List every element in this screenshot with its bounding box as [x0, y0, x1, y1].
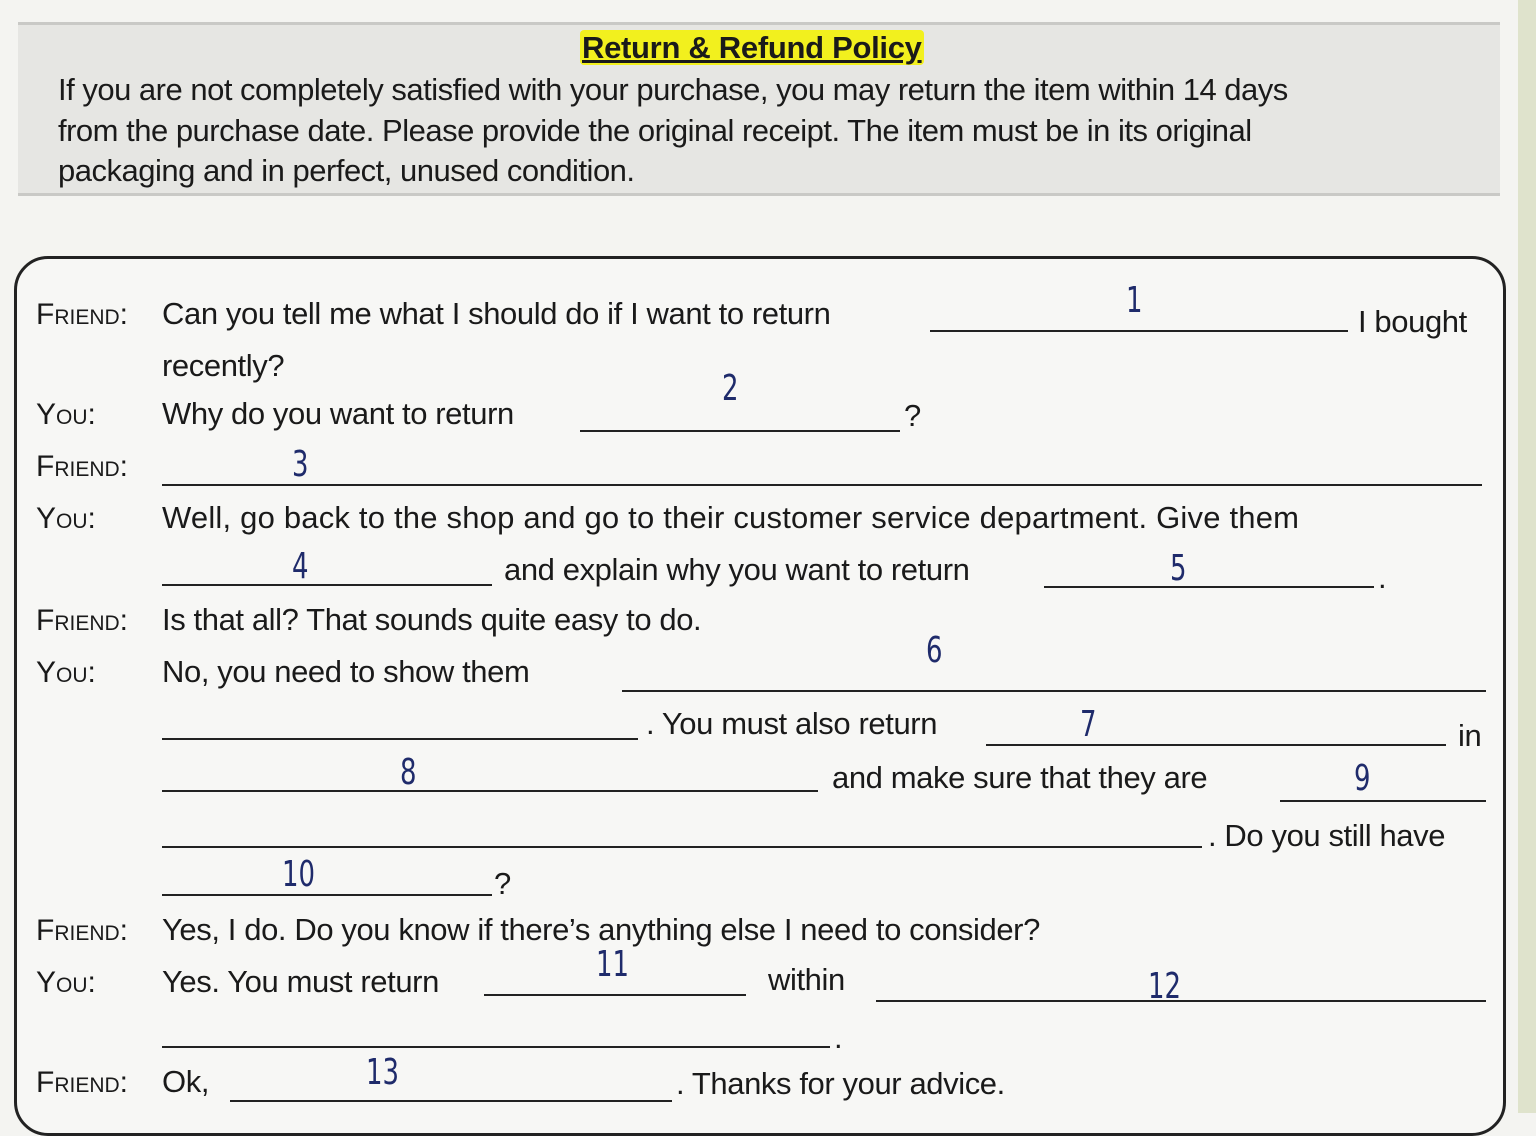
handwritten-number: 7 [1080, 704, 1097, 745]
speaker-friend: Friend: [36, 450, 128, 483]
dialog-line: Ok, [162, 1064, 210, 1099]
handwritten-number: 10 [282, 854, 315, 895]
dialog-line: Can you tell me what I should do if I want to return [162, 296, 831, 331]
speaker-friend: Friend: [36, 298, 128, 331]
handwritten-number: 12 [1148, 966, 1181, 1007]
policy-line-2: from the purchase date. Please provide the original receipt. The item must be in its original [58, 113, 1252, 148]
handwritten-number: 13 [366, 1052, 399, 1093]
blank-2[interactable] [580, 430, 900, 432]
dialog-line: I bought [1358, 304, 1467, 339]
dialog-line: Yes, I do. Do you know if there’s anything else I need to consider? [162, 912, 1040, 947]
dialog-line: Well, go back to the shop and go to their customer service department. Give them [162, 500, 1300, 535]
dialog-line: recently? [162, 348, 285, 383]
blank-4[interactable] [162, 584, 492, 586]
handwritten-number: 1 [1126, 280, 1143, 321]
dialog-line: . Thanks for your advice. [676, 1066, 1005, 1101]
dialog-line: within [768, 962, 845, 997]
handwritten-number: 8 [400, 752, 417, 793]
handwritten-number: 3 [292, 444, 309, 485]
speaker-you: You: [36, 502, 96, 535]
dialog-line: ? [494, 866, 511, 901]
blank-8[interactable] [162, 790, 818, 792]
blank-6-cont[interactable] [162, 738, 638, 740]
speaker-friend: Friend: [36, 914, 128, 947]
dialog-line: and make sure that they are [832, 760, 1208, 795]
dialog-line: . You must also return [646, 706, 938, 741]
handwritten-number: 4 [292, 546, 309, 587]
dialog-line: . Do you still have [1208, 818, 1446, 853]
handwritten-number: 5 [1170, 548, 1187, 589]
dialog-line: . [1378, 560, 1387, 595]
blank-13[interactable] [230, 1100, 672, 1102]
handwritten-number: 9 [1354, 758, 1371, 799]
blank-11[interactable] [484, 994, 746, 996]
speaker-friend: Friend: [36, 1066, 128, 1099]
handwritten-number: 6 [926, 630, 943, 671]
dialog-line: . [834, 1020, 843, 1055]
dialog-line: Why do you want to return [162, 396, 514, 431]
blank-6[interactable] [622, 690, 1486, 692]
handwritten-number: 11 [596, 944, 629, 985]
dialog-box [14, 256, 1506, 1136]
blank-10[interactable] [162, 894, 492, 896]
policy-line-3: packaging and in perfect, unused condition. [58, 153, 635, 188]
blank-12[interactable] [876, 1000, 1486, 1002]
dialog-line: Is that all? That sounds quite easy to do. [162, 602, 702, 637]
blank-1[interactable] [930, 330, 1348, 332]
blank-5[interactable] [1044, 586, 1374, 588]
dialog-line: No, you need to show them [162, 654, 530, 689]
page-edge [1518, 0, 1536, 1113]
blank-9[interactable] [1280, 800, 1486, 802]
blank-7[interactable] [986, 744, 1446, 746]
blank-9-cont[interactable] [162, 846, 1202, 848]
blank-3[interactable] [162, 484, 1482, 486]
speaker-you: You: [36, 966, 96, 999]
speaker-you: You: [36, 656, 96, 689]
dialog-line: and explain why you want to return [504, 552, 970, 587]
policy-title: Return & Refund Policy [582, 30, 922, 65]
speaker-you: You: [36, 398, 96, 431]
dialog-line: Yes. You must return [162, 964, 439, 999]
handwritten-number: 2 [722, 368, 739, 409]
policy-line-1: If you are not completely satisfied with your purchase, you may return the item within 14 days [58, 72, 1288, 107]
dialog-line: ? [904, 398, 921, 433]
dialog-line: in [1458, 718, 1482, 753]
speaker-friend: Friend: [36, 604, 128, 637]
blank-12-cont[interactable] [162, 1046, 830, 1048]
